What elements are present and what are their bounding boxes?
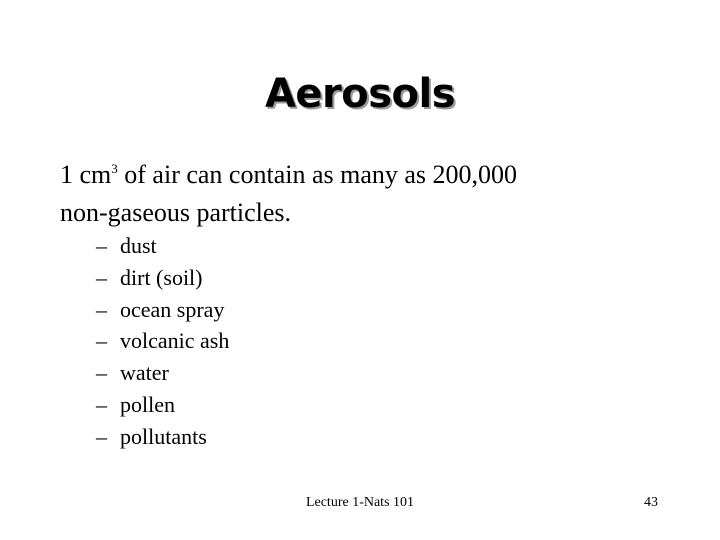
- bullet-item: [96, 389, 229, 421]
- bullet-item: [96, 230, 229, 262]
- dash-marker: –: [96, 423, 107, 449]
- bullet-text: pollutants: [120, 423, 207, 449]
- bullet-item: [96, 357, 229, 389]
- slide-title: Aerosols: [264, 71, 456, 117]
- bullet-text: dust: [120, 233, 157, 258]
- lead-suffix: of air can contain as many as 200,000: [117, 160, 518, 189]
- bullet-item: [96, 421, 229, 453]
- bullet-text: dirt (soil): [120, 264, 203, 290]
- bullet-text: water: [120, 360, 169, 386]
- bullet-text: ocean spray: [120, 296, 225, 322]
- dash-marker: –: [96, 296, 107, 322]
- dash-marker: –: [96, 328, 107, 354]
- dash-marker: –: [96, 233, 107, 258]
- bullet-list: [96, 230, 229, 453]
- footer-lecture-label: Lecture 1-Nats 101: [305, 495, 415, 510]
- lead-line-2: non-gaseous particles.: [60, 198, 292, 227]
- page-number: 43: [644, 495, 658, 510]
- lead-prefix: 1 cm: [60, 160, 112, 189]
- dash-marker: –: [96, 360, 107, 386]
- bullet-item: [96, 325, 229, 357]
- lead-paragraph: [60, 156, 680, 232]
- dash-marker: –: [96, 391, 107, 417]
- dash-marker: –: [96, 264, 107, 290]
- bullet-item: [96, 262, 229, 294]
- lead-superscript: 3: [111, 161, 118, 176]
- bullet-text: volcanic ash: [120, 328, 230, 354]
- bullet-item: [96, 294, 229, 326]
- bullet-text: pollen: [120, 391, 175, 417]
